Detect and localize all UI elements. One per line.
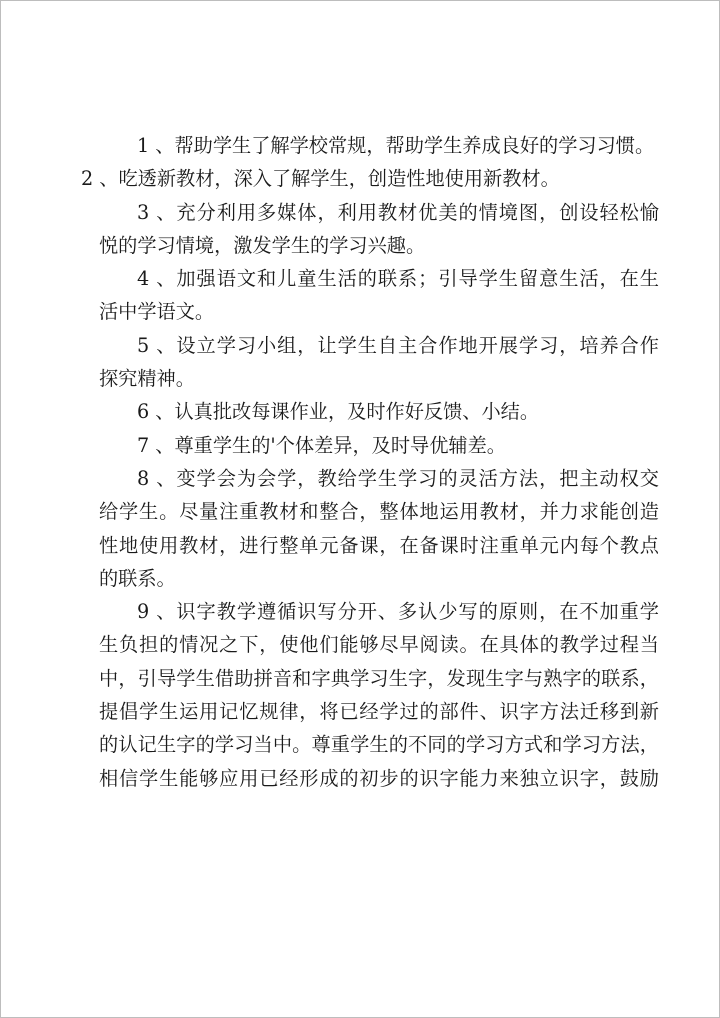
text-line: 中，引导学生借助拼音和字典学习生字，发现生字与熟字的联系，	[99, 666, 659, 690]
paragraph-1	[99, 129, 659, 162]
text-line: 悦的学习情境，激发学生的学习兴趣。	[99, 233, 426, 257]
text-line: 6 、认真批改每课作业，及时作好反馈、小结。	[137, 400, 540, 424]
text-line: 生负担的情况之下，使他们能够尽早阅读。在具体的教学过程当	[99, 633, 659, 657]
paragraph-3	[99, 196, 659, 263]
paragraph-6	[99, 395, 659, 428]
text-line: 性地使用教材，进行整单元备课，在备课时注重单元内每个教点	[99, 533, 659, 557]
text-line: 的联系。	[99, 566, 176, 590]
text-line: 提倡学生运用记忆规律，将已经学过的部件、识字方法迁移到新	[99, 700, 659, 724]
text-line: 给学生。尽量注重教材和整合，整体地运用教材，并力求能创造	[99, 500, 659, 524]
paragraph-4	[99, 262, 659, 329]
text-line: 8 、变学会为会学，教给学生学习的灵活方法，把主动权交	[137, 466, 659, 490]
text-line: 9 、识字教学遵循识写分开、多认少写的原则，在不加重学	[137, 600, 659, 624]
text-line: 5 、设立学习小组，让学生自主合作地开展学习，培养合作	[137, 333, 659, 357]
document-body	[81, 129, 659, 795]
text-line: 7 、尊重学生的'个体差异，及时导优辅差。	[137, 433, 506, 457]
text-line: 1 、帮助学生了解学校常规，帮助学生养成良好的学习习惯。	[137, 134, 655, 157]
text-line: 4 、加强语文和儿童生活的联系；引导学生留意生活，在生	[137, 267, 659, 291]
paragraph-8	[99, 462, 659, 595]
text-line: 活中学语文。	[99, 300, 215, 324]
text-line: 3 、充分利用多媒体，利用教材优美的情境图，创设轻松愉	[137, 200, 659, 224]
text-line: 2 、吃透新教材，深入了解学生，创造性地使用新教材。	[81, 167, 560, 191]
text-line: 探究精神。	[99, 367, 195, 391]
paragraph-9	[99, 595, 659, 795]
text-line: 的认记生字的学习当中。尊重学生的不同的学习方式和学习方法，	[99, 733, 659, 757]
paragraph-7	[99, 429, 659, 462]
paragraph-2	[81, 162, 659, 195]
text-line: 相信学生能够应用已经形成的初步的识字能力来独立识字，鼓励	[99, 766, 659, 790]
paragraph-5	[99, 329, 659, 396]
